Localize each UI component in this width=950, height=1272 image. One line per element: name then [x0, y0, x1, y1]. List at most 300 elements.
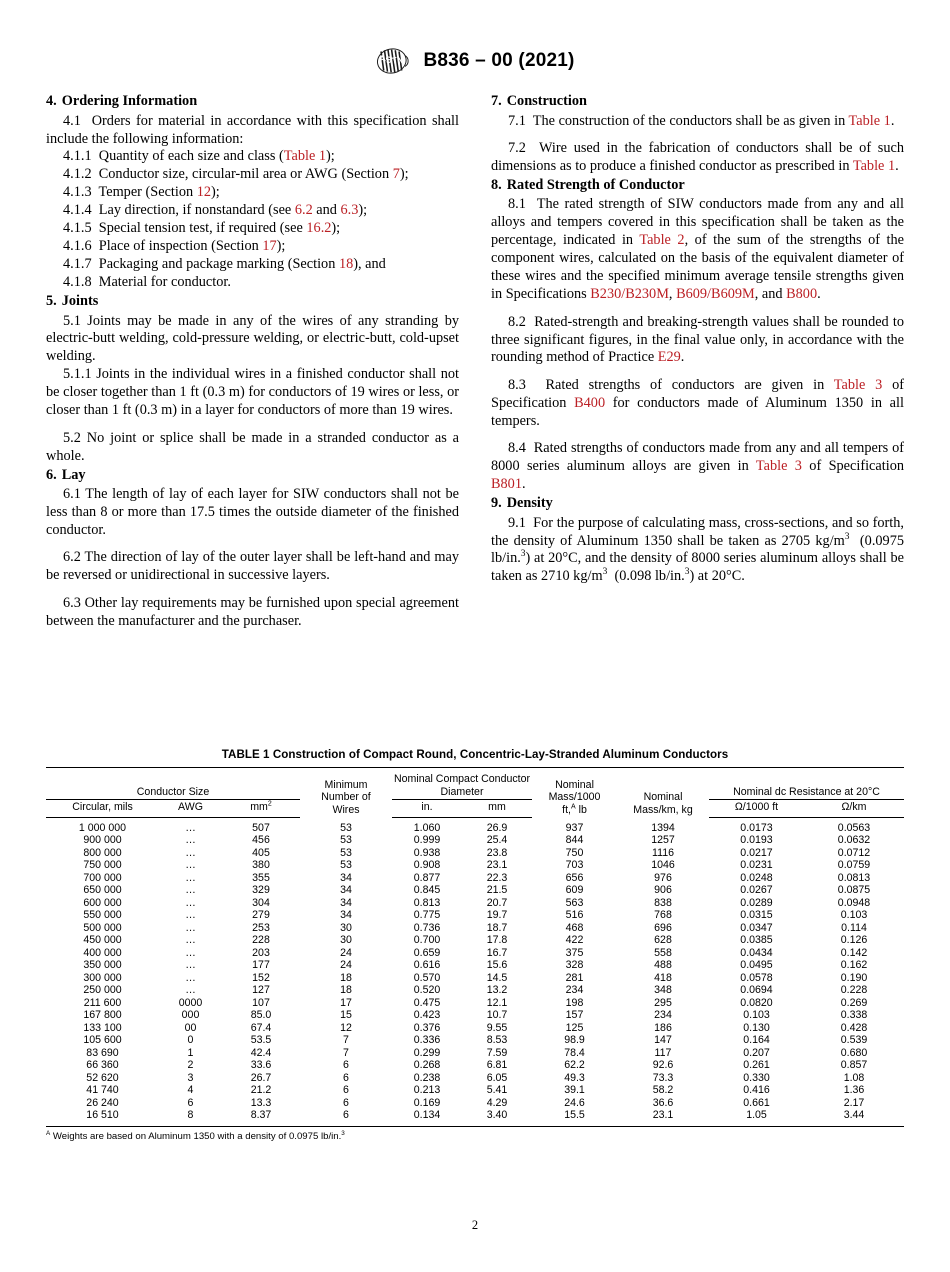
table-cell: 0.857 [840, 1059, 868, 1071]
table-cell: 15 [340, 1009, 352, 1021]
section-heading-5 [46, 292, 459, 311]
table-cell: 117 [654, 1046, 672, 1059]
paragraph-5-1-1: 5.1.1 Joints in the individual wires in a finished conductor shall not be closer together than 1 ft (0.3 m) for conductors of 19 wires or less, or closer than 1 ft (0.3 m) in a layer for conductors of more than 19 wires. [46, 366, 459, 419]
table-cell: 375 [565, 946, 584, 959]
reference-6-3[interactable]: 6.3 [340, 202, 359, 219]
table-cell: 16 510 [46, 1109, 159, 1126]
table-cell: 0.680 [840, 1046, 868, 1059]
table-cell: … [185, 884, 196, 896]
section-heading-4 [46, 92, 459, 111]
table-cell: 53 [340, 859, 352, 871]
table-cell: 0.616 [413, 959, 441, 971]
table-cell: 0.0712 [837, 846, 871, 859]
table-cell: 34 [340, 871, 352, 884]
paragraph-4-1-2: 4.1.2 Conductor size, circular-mil area or AWG (Section 7); [63, 166, 409, 183]
header-mass1000-line2: Mass/1000 [548, 791, 601, 803]
paragraph-4-1-7: 4.1.7 Packaging and package marking (Section 18), and [63, 256, 386, 273]
reference-b230[interactable]: B230/B230M [590, 286, 669, 303]
reference-section-18[interactable]: 18 [338, 256, 354, 273]
table-cell: 0.423 [413, 1009, 441, 1021]
table-cell: 0.164 [743, 1034, 770, 1046]
table-cell: 0.0759 [837, 859, 871, 871]
table-cell: 30 [340, 921, 352, 934]
header-nominal-mass-km [617, 768, 709, 818]
table-cell: 23.1 [486, 859, 508, 871]
table-cell: 34 [340, 884, 352, 896]
table-cell: 350 000 [83, 959, 122, 971]
table-cell: 20.7 [486, 896, 508, 909]
table-cell: 0.213 [413, 1084, 441, 1096]
table-cell: 1.08 [843, 1071, 865, 1084]
table-cell: 127 [252, 984, 270, 996]
table-cell: 21.2 [250, 1084, 272, 1096]
header-nom-diam-line2: Diameter [440, 785, 484, 798]
section-title-7: Construction [506, 93, 587, 109]
table-cell: 900 000 [83, 834, 122, 846]
table-cell: 0.299 [413, 1046, 441, 1059]
table-cell: 92.6 [652, 1059, 674, 1071]
table-cell: 0.813 [413, 896, 441, 909]
table-cell: 0.0385 [740, 934, 773, 946]
table-cell: 696 [654, 921, 672, 934]
table-cell: 0.775 [413, 909, 441, 921]
table-row [46, 847, 904, 860]
reference-table-1[interactable]: Table 1 [283, 148, 327, 165]
table-cell: 26.7 [250, 1071, 272, 1084]
table-cell: 6 [343, 1096, 349, 1109]
table-cell: 6.05 [486, 1071, 508, 1084]
table-cell: 1 000 000 [78, 821, 127, 834]
table-cell: 1257 [651, 834, 675, 846]
table-cell: 105 600 [83, 1034, 122, 1046]
reference-table-3[interactable]: Table 3 [833, 376, 883, 393]
table-cell: 0.938 [413, 846, 441, 859]
table-cell: 0.908 [413, 859, 441, 871]
table-cell: 107 [252, 996, 270, 1009]
table-cell: 355 [252, 871, 270, 884]
right-column [491, 92, 904, 631]
header-diameter-in: in. [392, 800, 462, 818]
table-cell: 24 [340, 946, 352, 959]
table-cell: 1.36 [843, 1084, 865, 1096]
table-cell: 0.0267 [740, 884, 773, 896]
table-cell: 133 100 [83, 1021, 122, 1034]
table-cell: 295 [654, 996, 672, 1009]
reference-e29[interactable]: E29 [657, 349, 681, 366]
table-cell: 6.81 [486, 1059, 508, 1071]
table-cell: 17.8 [486, 934, 508, 946]
table-cell: 49.3 [564, 1071, 585, 1084]
header-conductor-size: Conductor Size [46, 768, 300, 800]
table-group-header-row [46, 768, 904, 800]
section-title-9: Density [506, 495, 553, 512]
table-footnote: $^A$ Weights are based on Aluminum 1350 with a density of 0.0975 lb/in.$^3$ [46, 1129, 345, 1142]
table-cell: 13.3 [250, 1096, 272, 1109]
table-cell: 198 [565, 996, 584, 1009]
table-row [46, 1059, 904, 1072]
table-cell: 6 [343, 1059, 349, 1071]
table-cell: 750 000 [83, 859, 122, 871]
reference-6-2[interactable]: 6.2 [294, 202, 313, 219]
table-cell: 0.169 [413, 1096, 441, 1109]
table-cell: 800 000 [83, 846, 122, 859]
table-cell: 0.659 [413, 946, 441, 959]
table-row [46, 1034, 904, 1047]
table-cell: 380 [252, 859, 270, 871]
table-cell: 348 [654, 984, 672, 996]
table-cell: 10.7 [486, 1009, 508, 1021]
paragraph-9-1: 9.1 For the purpose of calculating mass, cross-sections, and so forth, the density of Aluminum 1350 shall be taken as 2705 $kg/m^3$ (0.0975 lb/in.$^3$) at 20°C, and the density of 8000 series aluminum alloys shall be taken as 2710 $kg/m^3$ (0.098 lb/in.$^3$) at 20°C. [491, 514, 904, 585]
header-min-wires-line3: Wires [332, 803, 360, 816]
table-cell: 0.103 [743, 1009, 770, 1021]
table-cell: 177 [252, 959, 270, 971]
table-cell: 228 [252, 934, 270, 946]
table-cell: 0.126 [840, 934, 868, 946]
table-row [46, 1097, 904, 1110]
svg-text:M: M [397, 54, 407, 66]
reference-table-1-c[interactable]: Table 1 [852, 157, 896, 174]
paragraph-4-1-1: 4.1.1 Quantity of each size and class (Table 1); [63, 148, 335, 165]
paragraph-7-1: 7.1 The construction of the conductors shall be as given in Table 1. [508, 112, 895, 129]
header-ohm-km: Ω/km [804, 800, 904, 818]
table-cell: 25.4 [486, 834, 508, 846]
reference-table-2[interactable]: Table 2 [639, 232, 685, 249]
table-cell: 0.103 [840, 909, 868, 921]
table-cell: 12.1 [486, 996, 508, 1009]
table-cell: 0.0948 [837, 896, 871, 909]
section-heading-9 [491, 494, 904, 513]
table-cell: … [185, 859, 196, 871]
header-min-wires-line1: Minimum [324, 778, 368, 791]
left-column [46, 92, 459, 631]
table-cell: 650 000 [83, 884, 122, 896]
table-cell: 0.142 [840, 946, 868, 959]
table-cell: … [185, 909, 196, 921]
header-awg: AWG [159, 800, 222, 818]
table-cell: 0.268 [413, 1059, 441, 1071]
table-cell: 279 [252, 909, 270, 921]
table-cell: 328 [565, 959, 584, 971]
table-cell: 12 [340, 1021, 352, 1034]
table-cell: 0.336 [413, 1034, 441, 1046]
table-cell: … [185, 984, 196, 996]
reference-section-7[interactable]: 7 [392, 166, 400, 183]
table-cell: 22.3 [486, 871, 508, 884]
table-cell: 53 [340, 821, 352, 834]
table-cell: 18 [340, 984, 352, 996]
table-cell: 0.0193 [740, 834, 773, 846]
table-cell: 13.2 [486, 984, 508, 996]
table-cell: 250 000 [83, 984, 122, 996]
header-nominal-diameter [392, 768, 532, 800]
table-cell: 1.05 [709, 1109, 804, 1126]
section-number-8: 8. [491, 176, 502, 193]
table-cell: 3 [187, 1071, 194, 1084]
table-cell: 0.700 [413, 934, 441, 946]
table-cell: 0.0315 [740, 909, 773, 921]
table-cell: 0.0248 [740, 871, 773, 884]
table-cell: 8.53 [486, 1034, 508, 1046]
table-cell: 304 [252, 896, 270, 909]
table-cell: 0.661 [743, 1096, 770, 1109]
header-min-wires-line2: Number of [321, 791, 371, 803]
table-cell: 0.0813 [837, 871, 871, 884]
table-cell: 450 000 [83, 934, 122, 946]
paragraph-4-1: 4.1 Orders for material in accordance with this specification shall include the following information: [46, 112, 459, 147]
header-diameter-mm: mm [462, 800, 532, 818]
table-cell: 0.539 [840, 1034, 868, 1046]
table-cell: 152 [252, 971, 270, 984]
section-number-4: 4. [46, 93, 57, 109]
table-cell: 0.0347 [740, 921, 773, 934]
table-cell: 6 [300, 1109, 392, 1126]
table-cell: 750 [565, 846, 584, 859]
table-cell: 500 000 [83, 921, 122, 934]
table-cell: 41 740 [86, 1084, 119, 1096]
table-cell: 0.338 [840, 1009, 868, 1021]
reference-table-1-b[interactable]: Table 1 [848, 112, 891, 129]
table-head [46, 768, 904, 818]
table-1-block [46, 748, 904, 1143]
table-cell: 0.520 [413, 984, 441, 996]
table-cell: 0.130 [743, 1021, 770, 1034]
table-row [46, 1109, 904, 1126]
table-cell: 211 600 [83, 996, 122, 1009]
table-cell: 157 [565, 1009, 584, 1021]
table-cell: 98.9 [564, 1034, 585, 1046]
table-cell: 58.2 [652, 1084, 674, 1096]
section-number-9: 9. [491, 495, 502, 512]
table-cell: 42.4 [250, 1046, 272, 1059]
paragraph-4-1-8: 4.1.8 Material for conductor. [63, 274, 231, 291]
table-cell: … [185, 834, 196, 846]
table-cell: 1 [187, 1046, 194, 1059]
table-cell: 0.0875 [837, 884, 871, 896]
table-cell: 23.1 [617, 1109, 709, 1126]
table-cell: 7 [343, 1046, 349, 1059]
table-cell: 422 [565, 934, 584, 946]
table-cell: 405 [252, 846, 270, 859]
table-cell: 16.7 [486, 946, 508, 959]
table-cell: 7.59 [486, 1046, 508, 1059]
table-cell: 3.44 [804, 1109, 904, 1126]
table-cell: 0.238 [413, 1071, 441, 1084]
table-cell: 2 [187, 1059, 194, 1071]
reference-b400[interactable]: B400 [574, 394, 606, 411]
table-row [46, 872, 904, 885]
table-row [46, 1022, 904, 1035]
table-cell: 563 [565, 896, 584, 909]
section-heading-6 [46, 466, 459, 485]
table-cell: 34 [340, 909, 352, 921]
table-cell: 52 620 [86, 1071, 119, 1084]
table-cell: 507 [252, 821, 270, 834]
table-cell: 0.207 [743, 1046, 770, 1059]
reference-b801[interactable]: B801 [491, 476, 522, 493]
table-cell: 147 [654, 1034, 672, 1046]
table-cell: 67.4 [250, 1021, 272, 1034]
table-cell: 66 360 [86, 1059, 119, 1071]
header-dc-resistance: Nominal dc Resistance at 20°C [709, 768, 904, 800]
table-cell: 0.0820 [740, 996, 773, 1009]
table-row [46, 984, 904, 997]
header-mass1000-line3: ft,$^A$ lb [562, 802, 587, 816]
table-cell: 700 000 [83, 871, 122, 884]
table-cell: 703 [565, 859, 584, 871]
table-cell: 0.0578 [740, 971, 773, 984]
table-row [46, 859, 904, 872]
table-cell: 33.6 [250, 1059, 272, 1071]
table-cell: 281 [565, 971, 584, 984]
table-cell: 15.6 [486, 959, 508, 971]
table-cell: 30 [340, 934, 352, 946]
reference-b609[interactable]: B609/B609M [676, 286, 755, 303]
table-cell: 0.0217 [740, 846, 773, 859]
table-cell: 7 [343, 1034, 349, 1046]
table-row [46, 884, 904, 897]
header-minimum-wires [300, 768, 392, 818]
table-cell: … [185, 934, 196, 946]
section-heading-7 [491, 92, 904, 111]
table-cell: … [185, 896, 196, 909]
paragraph-5-1: 5.1 Joints may be made in any of the wires of any stranding by electric-butt welding, cold-pressure welding, or electric-butt, cold-upset welding. [46, 312, 459, 365]
astm-logo-icon [375, 46, 411, 76]
table-cell: 18.7 [486, 921, 508, 934]
table-row [46, 1072, 904, 1085]
table-cell: 488 [654, 959, 672, 971]
table-cell: 844 [565, 834, 584, 846]
header-ohm-1000ft: Ω/1000 ft [709, 800, 804, 818]
table-cell: 1.060 [413, 821, 441, 834]
header-masskm-line1: Nominal [643, 791, 683, 803]
document-designation: B836 – 00 (2021) [423, 50, 575, 71]
table-cell: 0.736 [413, 921, 441, 934]
paragraph-5-2: 5.2 No joint or splice shall be made in a stranded conductor as a whole. [46, 429, 459, 464]
table-cell: 0.416 [743, 1084, 770, 1096]
svg-text:A: A [378, 53, 388, 65]
table-cell: 125 [565, 1021, 584, 1034]
table-row [46, 972, 904, 985]
table-cell: … [185, 921, 196, 934]
table-cell: 0.999 [413, 834, 441, 846]
table-cell: 0.190 [840, 971, 868, 984]
reference-b800[interactable]: B800 [786, 286, 818, 303]
table-cell: 0.228 [840, 984, 868, 996]
section-number-7: 7. [491, 93, 502, 109]
table-cell: … [185, 946, 196, 959]
table-cell: 4.29 [486, 1096, 508, 1109]
table-cell: 5.41 [486, 1084, 508, 1096]
table-cell: 85.0 [250, 1009, 272, 1021]
header-circular-mils: Circular, mils [46, 800, 159, 818]
section-title-4: Ordering Information [61, 93, 198, 109]
paragraph-6-2: 6.2 The direction of lay of the outer layer shall be left-hand and may be reversed or unidirectional in successive layers. [46, 549, 459, 584]
table-cell: 0.0173 [740, 821, 773, 834]
reference-section-17[interactable]: 17 [262, 238, 277, 255]
table-cell: 937 [565, 821, 584, 834]
section-title-6: Lay [61, 466, 86, 483]
table-cell: 1046 [651, 859, 675, 871]
table-cell: 0.134 [392, 1109, 462, 1126]
table-cell: 23.8 [486, 846, 508, 859]
header-masskm-line2: Mass/km, kg [633, 803, 693, 816]
table-cell: 0.0434 [740, 946, 773, 959]
svg-text:S: S [385, 54, 394, 66]
table-cell: 26 240 [86, 1096, 119, 1109]
reference-16-2[interactable]: 16.2 [306, 220, 332, 237]
table-cell: 18 [340, 971, 352, 984]
table-cell: 234 [654, 1009, 672, 1021]
table-row [46, 817, 904, 834]
table-cell: … [185, 971, 196, 984]
table-cell: 24 [340, 959, 352, 971]
table-row [46, 959, 904, 972]
table-cell: 0000 [178, 996, 203, 1009]
section-title-8: Rated Strength of Conductor [506, 176, 685, 193]
table-cell: … [185, 821, 196, 834]
reference-table-3-b[interactable]: Table 3 [755, 458, 802, 475]
table-cell: 8 [159, 1109, 222, 1126]
section-heading-8 [491, 176, 904, 195]
table-cell: 628 [654, 934, 672, 946]
body-columns [46, 92, 904, 631]
table-cell: 516 [565, 909, 584, 921]
table-cell: 167 800 [83, 1009, 122, 1021]
table-cell: 1116 [652, 846, 674, 859]
table-cell: 456 [252, 834, 270, 846]
table-row [46, 909, 904, 922]
table-cell: 0.845 [413, 884, 441, 896]
paragraph-4-1-6: 4.1.6 Place of inspection (Section 17); [63, 238, 286, 255]
table-cell: 558 [654, 946, 672, 959]
section-number-6: 6. [46, 466, 57, 483]
table-cell: 3.40 [462, 1109, 532, 1126]
table-cell: 0.428 [840, 1021, 868, 1034]
header-nom-diam-line1: Nominal Compact Conductor [394, 773, 531, 785]
paragraph-8-2: 8.2 Rated-strength and breaking-strength values shall be rounded to three significant figures, in the final value only, in accordance with the rounding method of Practice E29. [491, 313, 904, 366]
table-cell: … [185, 959, 196, 971]
header-mm2: $mm^2$ [222, 800, 300, 818]
table-caption: TABLE 1 Construction of Compact Round, Concentric-Lay-Stranded Aluminum Conductors [221, 748, 729, 761]
table-row [46, 922, 904, 935]
paragraph-8-4: 8.4 Rated strengths of conductors made from any and all tempers of 8000 series aluminum alloys are given in Table 3 of Specification B801. [491, 440, 904, 493]
table-cell: 329 [252, 884, 270, 896]
paragraph-7-2: 7.2 Wire used in the fabrication of conductors shall be of such dimensions as to produce a finished conductor as prescribed in Table 1. [491, 140, 904, 174]
table-row [46, 947, 904, 960]
paragraph-8-1: 8.1 The rated strength of SIW conductors made from any and all alloys and tempers covered in this specification shall be taken as the percentage, indicated in Table 2, of the sum of the strengths of the component wires, calculated on the basis of the equivalent diameter of these wires and the specified minimum average tensile strengths given in Specifications B230/B230M, B609/B609M, and B800. [491, 196, 904, 303]
table-cell: 24.6 [564, 1096, 585, 1109]
paragraph-8-3: 8.3 Rated strengths of conductors are given in Table 3 of Specification B400 for conductors made of Aluminum 1350 in all tempers. [491, 376, 904, 429]
table-cell: … [185, 871, 196, 884]
table-1 [46, 767, 904, 1127]
reference-section-12[interactable]: 12 [196, 184, 212, 201]
table-row [46, 1084, 904, 1097]
table-cell: 0.0495 [740, 959, 773, 971]
table-cell: 34 [340, 896, 352, 909]
table-cell: 600 000 [83, 896, 122, 909]
table-cell: 768 [654, 909, 672, 921]
header-nominal-mass-1000ft [532, 768, 617, 818]
table-cell: 53.5 [250, 1034, 272, 1046]
table-cell: 0.0563 [837, 821, 871, 834]
table-cell: 400 000 [83, 946, 122, 959]
table-cell: 0.162 [840, 959, 868, 971]
table-cell: 0.0694 [740, 984, 773, 996]
table-cell: … [185, 846, 196, 859]
table-cell: 656 [565, 871, 584, 884]
table-cell: 906 [654, 884, 672, 896]
table-cell: 26.9 [486, 821, 508, 834]
